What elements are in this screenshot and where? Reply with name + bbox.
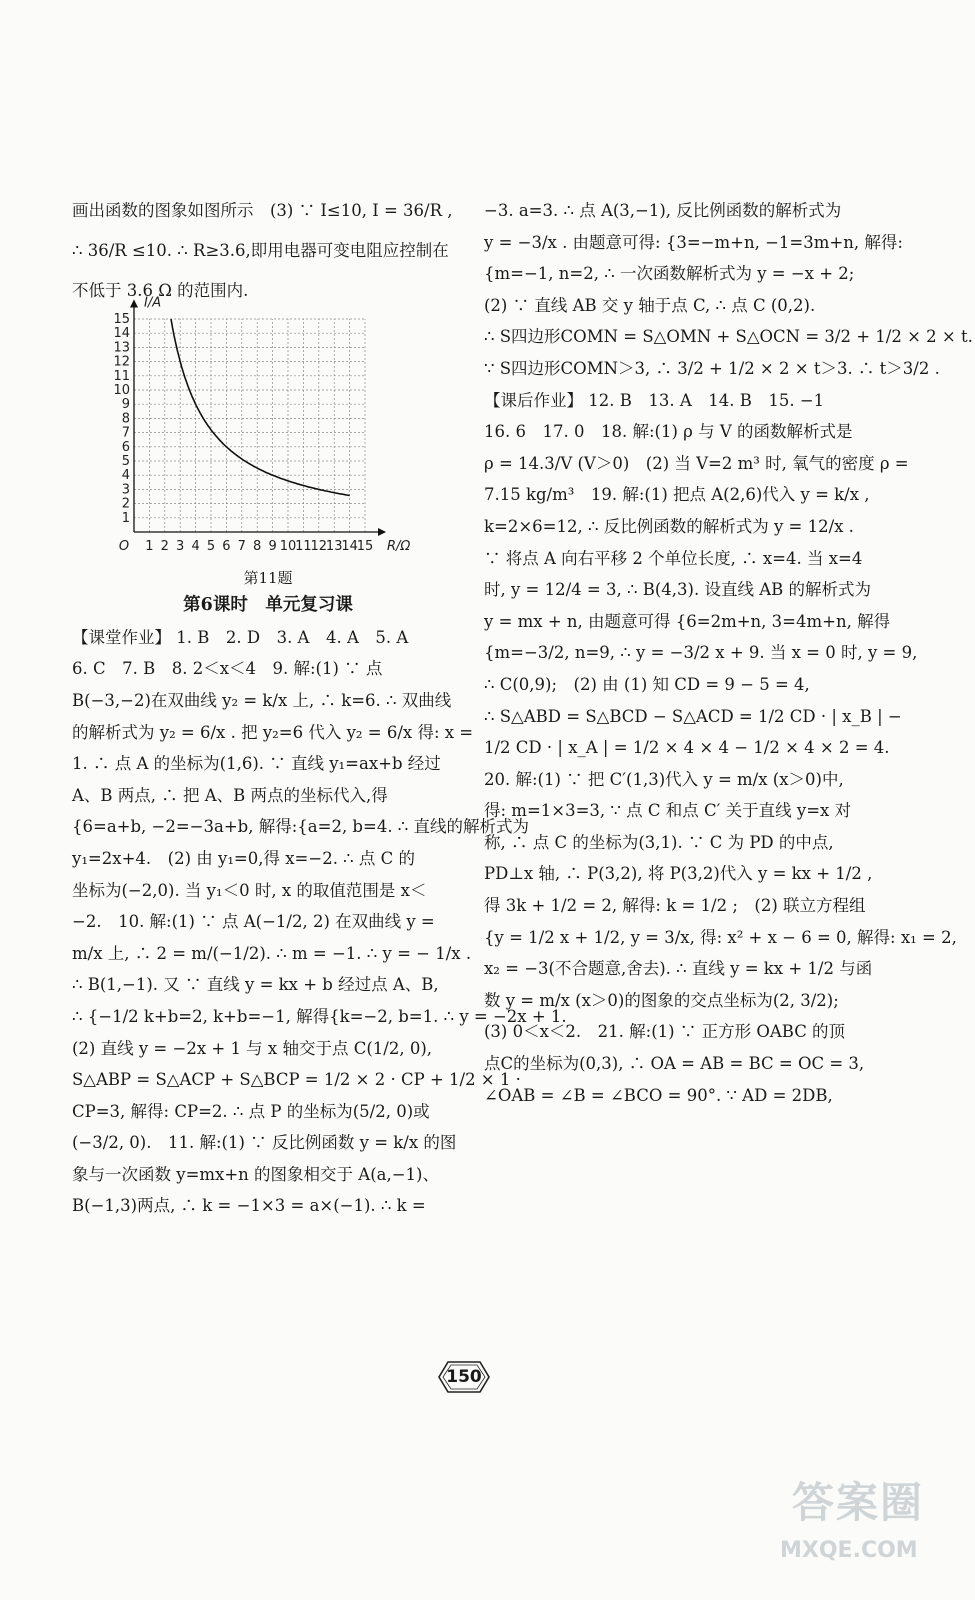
function-curve: [171, 319, 350, 496]
left-column: [72, 195, 567, 1222]
text-line: ∴ B(1,−1). 又 ∵ 直线 y = kx + b 经过点 A、B,: [72, 975, 439, 995]
graph-caption: 第11题: [243, 569, 293, 588]
text-line: PD⊥x 轴, ∴ P(3,2), 将 P(3,2)代入 y = kx + 1/2 ,: [484, 864, 873, 884]
text-line: ∵ 将点 A 向右平移 2 个单位长度, ∴ x=4. 当 x=4: [484, 548, 863, 568]
page-number: [438, 1360, 490, 1394]
y-tick-label: 8: [121, 411, 130, 427]
x-tick-label: 8: [253, 539, 262, 555]
y-tick-label: 10: [113, 383, 130, 399]
y-tick-label: 3: [121, 482, 130, 498]
x-tick-label: 11: [295, 539, 312, 555]
text-line: ∴ {−1/2 k+b=2, k+b=−1, 解得{k=−2, b=1. ∴ y = −2x + 1.: [72, 1006, 567, 1026]
left-body: [72, 622, 567, 1222]
text-line: 点C的坐标为(0,3), ∴ OA = AB = BC = OC = 3,: [484, 1054, 865, 1074]
right-body: [484, 195, 973, 1111]
y-tick-label: 4: [121, 468, 130, 484]
text-line: 【课堂作业】 1. B 2. D 3. A 4. A 5. A: [72, 627, 409, 647]
text-line: y = −3/x . 由题意可得: {3=−m+n, −1=3m+n, 解得:: [484, 232, 903, 252]
x-tick-label: 14: [341, 539, 358, 555]
text-line: x₂ = −3(不合题意,舍去). ∴ 直线 y = kx + 1/2 与函: [484, 959, 873, 979]
y-tick-label: 5: [121, 454, 130, 470]
x-tick-label: 1: [145, 539, 154, 555]
text-line: k=2×6=12, ∴ 反比例函数的解析式为 y = 12/x .: [484, 516, 854, 536]
x-tick-label: 9: [268, 539, 277, 555]
text-line: m/x 上, ∴ 2 = m/(−1/2). ∴ m = −1. ∴ y = − 1/x .: [72, 943, 472, 963]
text-line: {m=−1, n=2, ∴ 一次函数解析式为 y = −x + 2;: [484, 264, 855, 284]
x-axis-label: R/Ω: [387, 539, 411, 555]
text-line: 得 3k + 1/2 = 2, 解得: k = 1/2 ; (2) 联立方程组: [484, 896, 866, 916]
text-line: B(−3,−2)在双曲线 y₂ = k/x 上, ∴ k=6. ∴ 双曲线: [72, 690, 452, 710]
y-tick-label: 12: [113, 354, 130, 370]
text-line: ∴ S四边形COMN = S△OMN + S△OCN = 3/2 + 1/2 × 2 × t.: [484, 327, 973, 347]
x-tick-label: 10: [279, 539, 297, 555]
text-line: 1/2 CD · | x_A | = 1/2 × 4 × 4 − 1/2 × 4 × 2 = 4.: [484, 738, 890, 758]
x-tick-label: 5: [206, 539, 216, 555]
x-tick-label: 6: [222, 539, 231, 555]
text-line: {y = 1/2 x + 1/2, y = 3/x, 得: x² + x − 6 = 0, 解得: x₁ = 2,: [484, 927, 957, 947]
y-tick-label: 2: [121, 496, 130, 512]
x-tick-label: 2: [160, 539, 169, 555]
y-axis-label: I/A: [144, 295, 162, 311]
text-line: ∠OAB = ∠B = ∠BCO = 90°. ∵ AD = 2DB,: [484, 1085, 833, 1105]
page-number-text: 150: [446, 1367, 482, 1387]
text-line: y = mx + n, 由题意可得 {6=2m+n, 3=4m+n, 解得: [484, 611, 891, 631]
origin-label: O: [118, 539, 130, 555]
text-line: (2) 直线 y = −2x + 1 与 x 轴交于点 C(1/2, 0),: [72, 1038, 433, 1058]
text-line: {m=−3/2, n=9, ∴ y = −3/2 x + 9. 当 x = 0 时, y = 9,: [484, 643, 918, 663]
text-line: {6=a+b, −2=−3a+b, 解得:{a=2, b=4. ∴ 直线的解析式为: [72, 817, 530, 837]
text-line: 象与一次函数 y=mx+n 的图象相交于 A(a,−1)、: [72, 1164, 439, 1184]
watermark-logo: [780, 1470, 970, 1590]
text-line: (−3/2, 0). 11. 解:(1) ∵ 反比例函数 y = k/x 的图: [72, 1133, 457, 1153]
x-tick-label: 7: [237, 539, 246, 555]
text-line: 不低于 3.6 Ω 的范围内.: [72, 280, 249, 300]
text-line: (3) 0＜x＜2. 21. 解:(1) ∵ 正方形 OABC 的顶: [484, 1022, 846, 1042]
text-line: B(−1,3)两点, ∴ k = −1×3 = a×(−1). ∴ k =: [72, 1196, 426, 1216]
text-line: CP=3, 解得: CP=2. ∴ 点 P 的坐标为(5/2, 0)或: [72, 1101, 430, 1121]
y-tick-label: 9: [121, 397, 130, 413]
text-line: 坐标为(−2,0). 当 y₁＜0 时, x 的取值范围是 x＜: [72, 880, 427, 900]
text-line: ∴ S△ABD = S△BCD − S△ACD = 1/2 CD · | x_B | −: [484, 706, 902, 726]
text-line: 20. 解:(1) ∵ 把 C′(1,3)代入 y = m/x (x＞0)中,: [484, 769, 844, 789]
x-tick-label: 12: [310, 539, 328, 555]
y-tick-label: 15: [113, 312, 130, 328]
text-line: ∵ S四边形COMN＞3, ∴ 3/2 + 1/2 × 2 × t＞3. ∴ t＞3/2 .: [484, 358, 940, 378]
text-line: 1. ∴ 点 A 的坐标为(1,6). ∵ 直线 y₁=ax+b 经过: [72, 754, 441, 774]
text-line: 7.15 kg/m³ 19. 解:(1) 把点 A(2,6)代入 y = k/x ,: [484, 485, 870, 505]
text-line: 时, y = 12/4 = 3, ∴ B(4,3). 设直线 AB 的解析式为: [484, 580, 871, 600]
text-line: (2) ∵ 直线 AB 交 y 轴于点 C, ∴ 点 C (0,2).: [484, 295, 816, 315]
y-tick-label: 14: [113, 326, 130, 342]
text-line: 得: m=1×3=3, ∵ 点 C 和点 C′ 关于直线 y=x 对: [484, 801, 852, 821]
text-line: −3. a=3. ∴ 点 A(3,−1), 反比例函数的解析式为: [484, 201, 842, 220]
watermark-url: MXQE.COM: [780, 1538, 918, 1563]
y-tick-label: 6: [121, 439, 130, 455]
text-line: ∴ C(0,9); (2) 由 (1) 知 CD = 9 − 5 = 4,: [484, 674, 810, 694]
text-line: y₁=2x+4. (2) 由 y₁=0,得 x=−2. ∴ 点 C 的: [72, 848, 416, 868]
text-line: 6. C 7. B 8. 2＜x＜4 9. 解:(1) ∵ 点: [72, 659, 383, 679]
graph-svg: [72, 295, 464, 566]
y-tick-label: 13: [113, 340, 130, 356]
text-line: A、B 两点, ∴ 把 A、B 两点的坐标代入,得: [72, 785, 388, 805]
text-line: 称, ∴ 点 C 的坐标为(3,1). ∵ C 为 PD 的中点,: [484, 832, 834, 852]
watermark-text: 答案圈: [792, 1478, 925, 1527]
section-title: 第6课时 单元复习课: [183, 595, 353, 616]
x-axis-arrow-icon: [378, 528, 386, 536]
text-line: 16. 6 17. 0 18. 解:(1) ρ 与 V 的函数解析式是: [484, 422, 853, 442]
text-line: 的解析式为 y₂ = 6/x . 把 y₂=6 代入 y₂ = 6/x 得: x =: [72, 722, 474, 742]
text-line: 画出函数的图象如图所示 (3) ∵ I≤10, I = 36/R ,: [72, 201, 453, 220]
text-line: −2. 10. 解:(1) ∵ 点 A(−1/2, 2) 在双曲线 y =: [72, 912, 435, 932]
text-line: ρ = 14.3/V (V＞0) (2) 当 V=2 m³ 时, 氧气的密度 ρ =: [484, 453, 909, 473]
y-tick-label: 11: [113, 368, 130, 384]
text-line: 【课后作业】 12. B 13. A 14. B 15. −1: [484, 390, 825, 410]
text-line: 数 y = m/x (x＞0)的图象的交点坐标为(2, 3/2);: [484, 990, 839, 1010]
function-graph: [72, 295, 464, 566]
text-line: ∴ 36/R ≤10. ∴ R≥3.6,即用电器可变电阻应控制在: [72, 240, 449, 260]
x-tick-label: 15: [356, 539, 374, 555]
x-tick-label: 13: [325, 539, 343, 555]
x-tick-label: 4: [191, 539, 200, 555]
text-line: S△ABP = S△ACP + S△BCP = 1/2 × 2 · CP + 1/2 × 1 ·: [72, 1070, 521, 1090]
y-tick-label: 1: [121, 510, 130, 526]
right-column: [484, 195, 973, 1111]
x-tick-label: 3: [176, 539, 185, 555]
y-tick-label: 7: [121, 425, 130, 441]
